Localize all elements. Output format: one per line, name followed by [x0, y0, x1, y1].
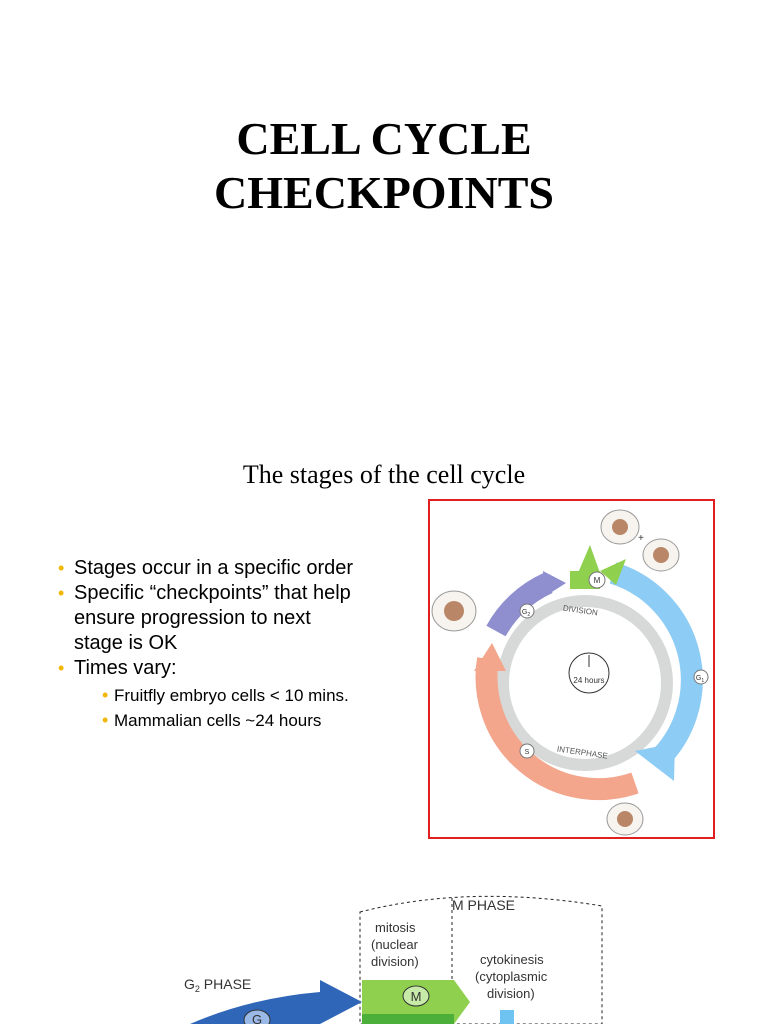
bullet-icon: • — [58, 583, 65, 603]
m-label: M — [410, 989, 422, 1004]
m-label: M — [593, 576, 601, 585]
bullet-list — [58, 556, 358, 731]
bullet-icon: • — [102, 710, 109, 730]
g1-label: $G_1$ — [695, 675, 705, 684]
title-line-1: CELL CYCLE — [236, 113, 532, 164]
mitosis-label: mitosis — [375, 920, 416, 935]
g2-label: G — [251, 1012, 263, 1024]
sub-bullet-item: • Fruitfly embryo cells < 10 mins. — [102, 685, 349, 705]
cell-icon — [607, 803, 643, 835]
bullet-icon: • — [58, 558, 65, 578]
sub-bullet-item: • Mammalian cells ~24 hours — [102, 710, 322, 730]
plus-label: + — [638, 533, 644, 544]
title-line-2: CHECKPOINTS — [214, 167, 554, 218]
center-label: 24 hours — [573, 676, 605, 685]
bullet-icon: • — [58, 658, 65, 678]
cytokinesis-label: (cytoplasmic — [475, 969, 548, 984]
g2-arrowhead — [543, 571, 566, 597]
cell-icon — [601, 510, 639, 544]
slide-title — [0, 112, 768, 220]
s-label: S — [524, 749, 530, 756]
cell-cycle-diagram-frame — [428, 499, 715, 839]
m-phase-label: M PHASE — [452, 897, 516, 913]
cell-cycle-diagram — [430, 501, 713, 837]
g2-phase-label: $G_2$ PHASE — [184, 976, 252, 994]
division-label: DIVISION — [562, 603, 599, 618]
bullet-item: • Stages occur in a specific order — [58, 557, 354, 579]
m-arrow — [578, 545, 600, 573]
cytokinesis-label: division) — [487, 986, 535, 1001]
g2-label: $G_2$ — [521, 609, 531, 618]
g1-band-start — [500, 1010, 514, 1024]
bullet-icon: • — [102, 685, 109, 705]
m-phase-diagram — [0, 880, 768, 1024]
cytokinesis-label: cytokinesis — [480, 952, 544, 967]
bullet-item: • Times vary: • Fruitfly embryo cells < 10 mins. • Mammalian cells ~24 hours — [58, 656, 358, 731]
g2-arrowhead — [320, 980, 362, 1024]
interphase-label: INTERPHASE — [556, 744, 609, 761]
slide-2-title: The stages of the cell cycle — [242, 460, 526, 489]
mitosis-label: (nuclear — [371, 937, 418, 952]
cell-icon — [643, 539, 679, 571]
m-band-inner — [362, 1014, 454, 1024]
cell-icon — [432, 591, 476, 631]
bullet-item: • Specific “checkpoints” that help ensure progression to next stage is OK — [58, 582, 351, 654]
mitosis-label: division) — [371, 954, 419, 969]
